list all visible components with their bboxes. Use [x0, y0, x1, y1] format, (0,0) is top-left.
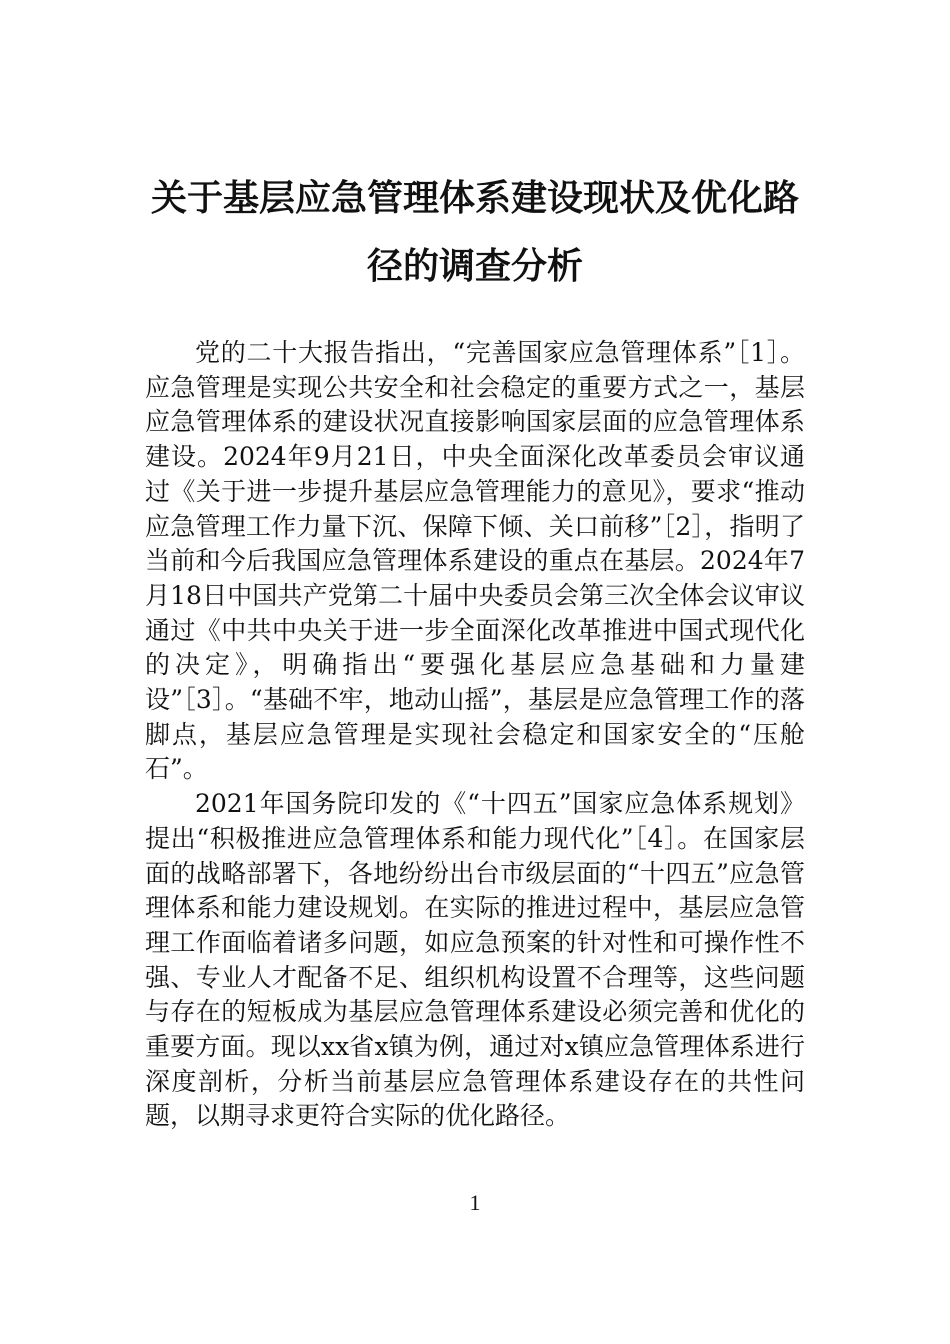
- document-body: [145, 336, 805, 1134]
- document-title: [145, 170, 805, 296]
- page-number: 1: [469, 1190, 481, 1215]
- paragraph-1: 党的二十大报告指出，“完善国家应急管理体系”［1］。应急管理是实现公共安全和社会稳定的重要方式之一，基层应急管理体系的建设状况直接影响国家层面的应急管理体系建设。2024年9月21日，中央全面深化改革委员会审议通过《关于进一步提升基层应急管理能力的意见》，要求“推动应急管理工作力量下沉、保障下倾、关口前移”［2］，指明了当前和今后我国应急管理体系建设的重点在基层。2024年7月18日中国共产党第二十届中央委员会第三次全体会议审议通过《中共中央关于进一步全面深化改革推进中国式现代化的决定》，明确指出“要强化基层应急基础和力量建设”［3］。“基础不牢，地动山摇”，基层是应急管理工作的落脚点，基层应急管理是实现社会稳定和国家安全的“压舱石”。: [145, 338, 805, 784]
- title-line-2: 径的调查分析: [366, 246, 583, 287]
- title-line-1: 关于基层应急管理体系建设现状及优化路: [150, 178, 799, 219]
- paragraph-2: 2021年国务院印发的《“十四五”国家应急体系规划》提出“积极推进应急管理体系和能力现代化”［4］。在国家层面的战略部署下，各地纷纷出台市级层面的“十四五”应急管理体系和能力建设规划。在实际的推进过程中，基层应急管理工作面临着诸多问题，如应急预案的针对性和可操作性不强、专业人才配备不足、组织机构设置不合理等，这些问题与存在的短板成为基层应急管理体系建设必须完善和优化的重要方面。现以xx省x镇为例，通过对x镇应急管理体系进行深度剖析，分析当前基层应急管理体系建设存在的共性问题，以期寻求更符合实际的优化路径。: [145, 789, 805, 1131]
